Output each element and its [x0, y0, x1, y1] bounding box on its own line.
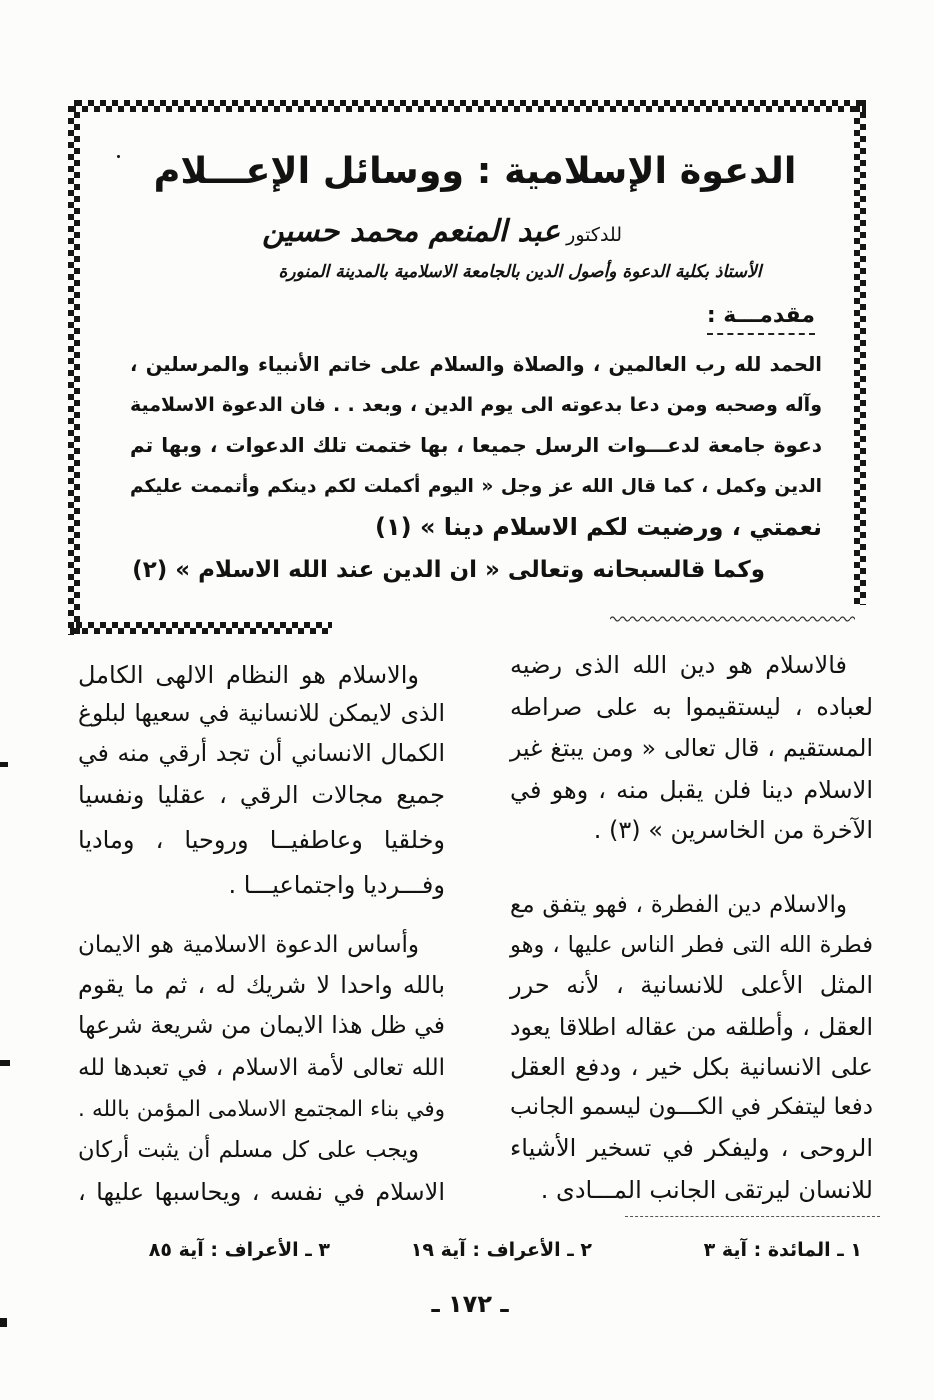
- body-line: دفعا ليتفكر في الكـــون ليسمو الجانب: [510, 1094, 873, 1120]
- body-line: والاسلام دين الفطرة ، فهو يتفق مع: [510, 892, 847, 918]
- footnote: ٢ ـ الأعراف : آية ١٩: [410, 1239, 592, 1261]
- body-line: المستقيم ، قال تعالى « ومن يبتغ غير: [510, 734, 873, 762]
- intro-line: نعمتي ، ورضيت لكم الاسلام دينا » (١): [375, 513, 822, 541]
- body-line: جميع مجالات الرقي ، عقليا ونفسيا: [78, 781, 445, 809]
- intro-paragraph: [130, 340, 822, 595]
- body-line: ويجب على كل مسلم أن يثبت أركان: [78, 1137, 419, 1163]
- body-line: على الانسانية بكل خير ، ودفع العقل: [510, 1053, 873, 1081]
- intro-line: وكما قالسبحانه وتعالى « ان الدين عند الله الاسلام » (٢): [132, 557, 765, 583]
- author-affiliation: الأستاذ بكلية الدعوة وأصول الدين بالجامعة الاسلامية بالمدينة المنورة: [278, 262, 762, 282]
- scan-mark: [0, 1060, 10, 1066]
- checkered-border-bottom: [70, 622, 332, 634]
- wavy-rule: [610, 612, 855, 626]
- body-line: الآخرة من الخاسرين » (٣) .: [593, 816, 873, 844]
- body-line: فالاسلام هو دين الله الذى رضيه: [510, 651, 847, 679]
- author-name: عبد المنعم محمد حسين: [262, 214, 561, 249]
- body-line: والاسلام هو النظام الالهى الكامل: [78, 661, 419, 689]
- intro-line: وآله وصحبه ومن دعا بدعوته الى يوم الدين ، وبعد . . فان الدعوة الاسلامية: [130, 394, 822, 416]
- checkered-border-left: [68, 100, 80, 635]
- body-line: العقل ، وأطلقه من عقاله اطلاقا يعود: [510, 1013, 873, 1041]
- body-line: بالله واحدا لا شريك له ، ثم ما يقوم: [78, 971, 445, 999]
- body-line: الاسلام دينا فلن يقبل منه ، وهو في: [510, 776, 873, 804]
- body-line: لعباده ، ليستقيموا به على صراطه: [510, 693, 873, 721]
- body-line: وفي بناء المجتمع الاسلامى المؤمن بالله .: [78, 1097, 445, 1122]
- intro-line: دعوة جامعة لدعـــوات الرسل جميعا ، بها ختمت تلك الدعوات ، وبها تم: [130, 433, 822, 457]
- scan-mark: [0, 762, 8, 767]
- body-line: الكمال الانساني أن تجد أرقي منه في: [78, 739, 445, 767]
- right-column: [510, 640, 873, 1215]
- body-line: فطرة الله التى فطر الناس عليها ، وهو: [510, 932, 873, 958]
- body-line: الاسلام في نفسه ، ويحاسبها عليها ،: [78, 1178, 445, 1206]
- footnote: ٣ ـ الأعراف : آية ٨٥: [148, 1239, 330, 1261]
- body-line: الروحى ، وليفكر في تسخير الأشياء: [510, 1134, 873, 1162]
- body-line: وأساس الدعوة الاسلامية هو الايمان: [78, 932, 419, 958]
- body-line: وخلقيا وعاطفيــا وروحيا ، وماديا: [78, 826, 445, 854]
- scan-mark: [0, 1318, 7, 1327]
- intro-line: الحمد لله رب العالمين ، والصلاة والسلام على خاتم الأنبياء والمرسلين ،: [130, 353, 822, 376]
- intro-line: الدين وكمل ، كما قال الله عز وجل « اليوم أكملت لكم دينكم وأتممت عليكم: [130, 476, 822, 497]
- body-line: المثل الأعلى للانسانية ، لأنه حرر: [510, 971, 873, 999]
- body-line: وفـــرديا واجتماعيـــا .: [228, 871, 445, 899]
- body-line: للانسان ليرتقى الجانب المـــادى .: [540, 1176, 873, 1204]
- author-prefix: للدكتور: [566, 224, 622, 246]
- page-number: ـ ١٧٢ ـ: [431, 1290, 509, 1318]
- author-line: [262, 210, 622, 262]
- scan-dot: [117, 155, 120, 158]
- section-heading: مقدمـــة :: [707, 302, 815, 335]
- checkered-border-top: [70, 100, 866, 112]
- left-column: [78, 640, 445, 1215]
- article-title: الدعوة الإسلامية : ووسائل الإعـــلام: [153, 149, 797, 192]
- body-line: الله تعالى لأمة الاسلام ، في تعبدها لله: [78, 1055, 445, 1081]
- body-line: في ظل هذا الايمان من شريعة شرعها: [78, 1011, 445, 1039]
- checkered-border-right: [854, 100, 866, 605]
- body-line: الذى لايمكن للانسانية في سعيها لبلوغ: [78, 699, 445, 727]
- footnote-rule: [625, 1216, 880, 1217]
- footnote: ١ ـ المائدة : آية ٣: [703, 1239, 862, 1261]
